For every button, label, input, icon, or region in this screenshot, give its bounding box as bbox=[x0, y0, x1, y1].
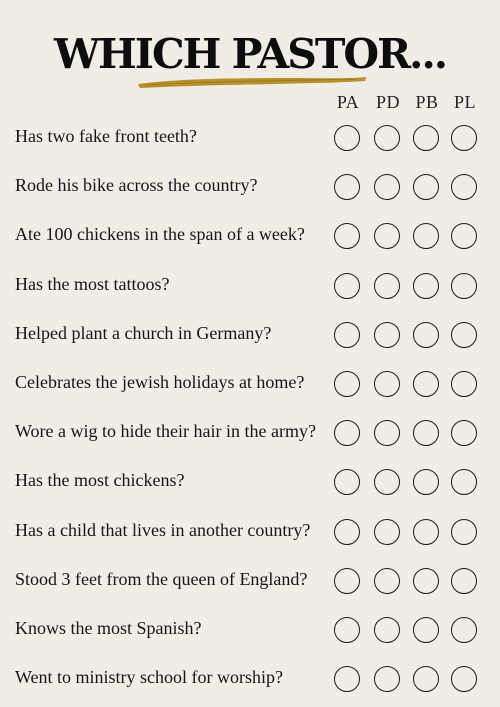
answer-circle-pb[interactable] bbox=[413, 519, 439, 545]
question-text: Has a child that lives in another country? bbox=[15, 519, 311, 540]
question-row bbox=[0, 262, 500, 311]
answer-circle-pd[interactable] bbox=[374, 469, 400, 495]
answer-circle-pb[interactable] bbox=[413, 371, 439, 397]
answer-circle-pd[interactable] bbox=[374, 420, 400, 446]
question-text: Helped plant a church in Germany? bbox=[15, 322, 272, 343]
answer-circle-pd[interactable] bbox=[374, 174, 400, 200]
answer-circle-pl[interactable] bbox=[451, 420, 477, 446]
question-row bbox=[0, 360, 500, 409]
question-row bbox=[0, 508, 500, 557]
question-row bbox=[0, 606, 500, 655]
question-row bbox=[0, 114, 500, 163]
answer-circle-pb[interactable] bbox=[413, 322, 439, 348]
column-headers bbox=[0, 91, 500, 113]
answer-circle-pb[interactable] bbox=[413, 420, 439, 446]
question-row bbox=[0, 409, 500, 458]
answer-circle-pd[interactable] bbox=[374, 519, 400, 545]
question-text: Wore a wig to hide their hair in the army? bbox=[15, 421, 316, 442]
answer-circle-pl[interactable] bbox=[451, 371, 477, 397]
answer-circle-pl[interactable] bbox=[451, 223, 477, 249]
answer-circle-pl[interactable] bbox=[451, 322, 477, 348]
answer-circle-pa[interactable] bbox=[334, 322, 360, 348]
answer-circle-pd[interactable] bbox=[374, 617, 400, 643]
question-text: Has the most chickens? bbox=[15, 470, 185, 491]
question-text: Has two fake front teeth? bbox=[15, 126, 197, 146]
answer-circle-pa[interactable] bbox=[334, 666, 360, 692]
question-row bbox=[0, 655, 500, 704]
answer-circle-pa[interactable] bbox=[334, 125, 360, 151]
question-text: Rode his bike across the country? bbox=[15, 175, 258, 196]
column-header-pl: PL bbox=[453, 92, 476, 112]
answer-circle-pd[interactable] bbox=[374, 125, 400, 151]
question-text: Went to ministry school for worship? bbox=[15, 667, 284, 688]
column-header-pa: PA bbox=[336, 92, 360, 112]
answer-circle-pl[interactable] bbox=[451, 273, 477, 299]
answer-circle-pd[interactable] bbox=[374, 322, 400, 348]
answer-circle-pd[interactable] bbox=[374, 223, 400, 249]
answer-circle-pb[interactable] bbox=[413, 223, 439, 249]
answer-circle-pb[interactable] bbox=[413, 125, 439, 151]
question-text: Ate 100 chickens in the span of a week? bbox=[15, 224, 305, 245]
answer-circle-pl[interactable] bbox=[451, 617, 477, 643]
answer-circle-pa[interactable] bbox=[334, 568, 360, 594]
answer-circle-pl[interactable] bbox=[451, 469, 477, 495]
answer-circle-pa[interactable] bbox=[334, 273, 360, 299]
answer-circle-pl[interactable] bbox=[451, 174, 477, 200]
gold-brush-stroke-icon bbox=[136, 73, 368, 89]
answer-circle-pa[interactable] bbox=[334, 223, 360, 249]
column-header-pb: PB bbox=[415, 92, 439, 112]
answer-circle-pl[interactable] bbox=[451, 519, 477, 545]
answer-circle-pa[interactable] bbox=[334, 519, 360, 545]
answer-circle-pd[interactable] bbox=[374, 666, 400, 692]
question-list bbox=[0, 114, 500, 704]
answer-circle-pd[interactable] bbox=[374, 568, 400, 594]
answer-circle-pa[interactable] bbox=[334, 469, 360, 495]
answer-circle-pl[interactable] bbox=[451, 568, 477, 594]
answer-circle-pb[interactable] bbox=[413, 568, 439, 594]
answer-circle-pb[interactable] bbox=[413, 666, 439, 692]
page-title: WHICH PASTOR... bbox=[54, 30, 446, 78]
question-row bbox=[0, 311, 500, 360]
answer-circle-pb[interactable] bbox=[413, 617, 439, 643]
answer-circle-pd[interactable] bbox=[374, 371, 400, 397]
answer-circle-pd[interactable] bbox=[374, 273, 400, 299]
question-text: Has the most tattoos? bbox=[15, 273, 170, 294]
answer-circle-pl[interactable] bbox=[451, 125, 477, 151]
answer-circle-pl[interactable] bbox=[451, 666, 477, 692]
answer-circle-pa[interactable] bbox=[334, 617, 360, 643]
question-text: Knows the most Spanish? bbox=[15, 617, 202, 638]
answer-circle-pb[interactable] bbox=[413, 174, 439, 200]
question-row bbox=[0, 163, 500, 212]
question-row bbox=[0, 212, 500, 261]
answer-circle-pa[interactable] bbox=[334, 420, 360, 446]
answer-circle-pa[interactable] bbox=[334, 174, 360, 200]
question-row bbox=[0, 557, 500, 606]
question-text: Celebrates the jewish holidays at home? bbox=[15, 371, 305, 392]
question-text: Stood 3 feet from the queen of England? bbox=[15, 568, 308, 589]
column-header-pd: PD bbox=[375, 92, 400, 112]
answer-circle-pb[interactable] bbox=[413, 273, 439, 299]
answer-circle-pa[interactable] bbox=[334, 371, 360, 397]
answer-circle-pb[interactable] bbox=[413, 469, 439, 495]
question-row bbox=[0, 458, 500, 507]
